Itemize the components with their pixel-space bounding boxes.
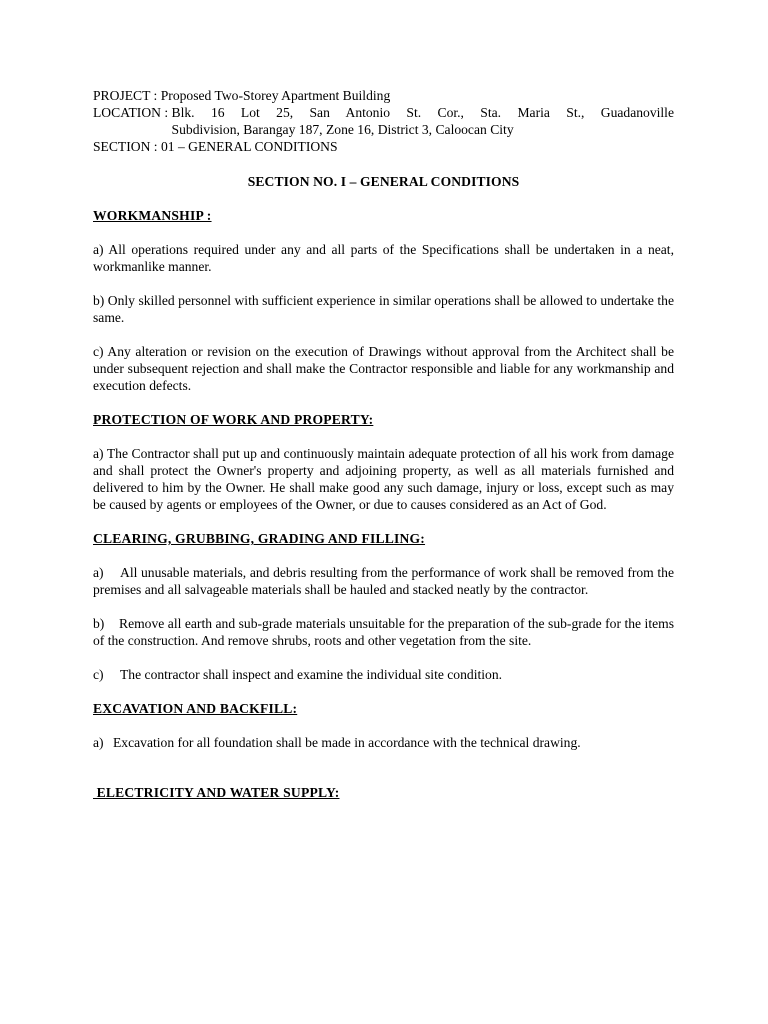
location-line-2: Subdivision, Barangay 187, Zone 16, District 3, Caloocan City bbox=[171, 122, 514, 137]
document-title: SECTION NO. I – GENERAL CONDITIONS bbox=[247, 174, 520, 189]
section-value: 01 – GENERAL CONDITIONS bbox=[160, 139, 338, 154]
project-line bbox=[93, 87, 674, 104]
section-label: SECTION : bbox=[93, 139, 161, 154]
clearing-marker-a: a) bbox=[93, 565, 104, 580]
heading-clearing: CLEARING, GRUBBING, GRADING AND FILLING: bbox=[93, 531, 426, 546]
clearing-marker-b: b) bbox=[93, 616, 105, 631]
heading-electricity: ELECTRICITY AND WATER SUPPLY: bbox=[93, 785, 340, 800]
excavation-text-a: Excavation for all foundation shall be made in accordance with the technical drawing. bbox=[113, 735, 581, 750]
heading-excavation: EXCAVATION AND BACKFILL: bbox=[93, 701, 298, 716]
protection-paragraph-a: a) The Contractor shall put up and continuously maintain adequate protection of all his work from damage and shall protect the Owner's property and adjoining property, as well as all materials furnished and delivered to him by the Owner. He shall make good any such damage, injury or loss, except such as may be caused by agents or employees of the Owner, or due to causes considered as an Act of God. bbox=[93, 446, 674, 512]
excavation-marker-a: a) bbox=[93, 735, 104, 750]
project-label: PROJECT : bbox=[93, 88, 161, 103]
heading-workmanship: WORKMANSHIP : bbox=[93, 208, 212, 223]
location-label: LOCATION : bbox=[93, 105, 172, 120]
document-body bbox=[93, 87, 674, 801]
workmanship-paragraph-a: a) All operations required under any and all parts of the Specifications shall be undertaken in a neat, workmanlike manner. bbox=[93, 242, 674, 274]
section-line bbox=[93, 138, 674, 155]
workmanship-paragraph-c: c) Any alteration or revision on the execution of Drawings without approval from the Architect shall be under subsequent rejection and shall make the Contractor responsible and liable for any workmanship and execution defects. bbox=[93, 344, 674, 393]
clearing-paragraph-b bbox=[93, 615, 674, 649]
clearing-paragraph-a bbox=[93, 564, 674, 598]
location-line bbox=[93, 104, 674, 138]
clearing-text-b: Remove all earth and sub-grade materials unsuitable for the preparation of the sub-grade for the items of the construction. And remove shrubs, roots and other vegetation from the site. bbox=[93, 616, 674, 648]
clearing-paragraph-c bbox=[93, 666, 674, 683]
location-line-1: Blk. 16 Lot 25, San Antonio St. Cor., Sta. Maria St., Guadanoville bbox=[171, 105, 674, 120]
excavation-paragraph-a bbox=[93, 734, 674, 751]
project-value: Proposed Two-Storey Apartment Building bbox=[160, 88, 391, 103]
heading-protection: PROTECTION OF WORK AND PROPERTY: bbox=[93, 412, 374, 427]
clearing-marker-c: c) bbox=[93, 667, 104, 682]
clearing-text-a: All unusable materials, and debris resulting from the performance of work shall be removed from the premises and all salvageable materials shall be hauled and stacked neatly by the contractor. bbox=[93, 565, 674, 597]
location-value bbox=[172, 104, 674, 138]
clearing-text-c: The contractor shall inspect and examine the individual site condition. bbox=[120, 667, 503, 682]
workmanship-paragraph-b: b) Only skilled personnel with sufficient experience in similar operations shall be allowed to undertake the same. bbox=[93, 293, 674, 325]
